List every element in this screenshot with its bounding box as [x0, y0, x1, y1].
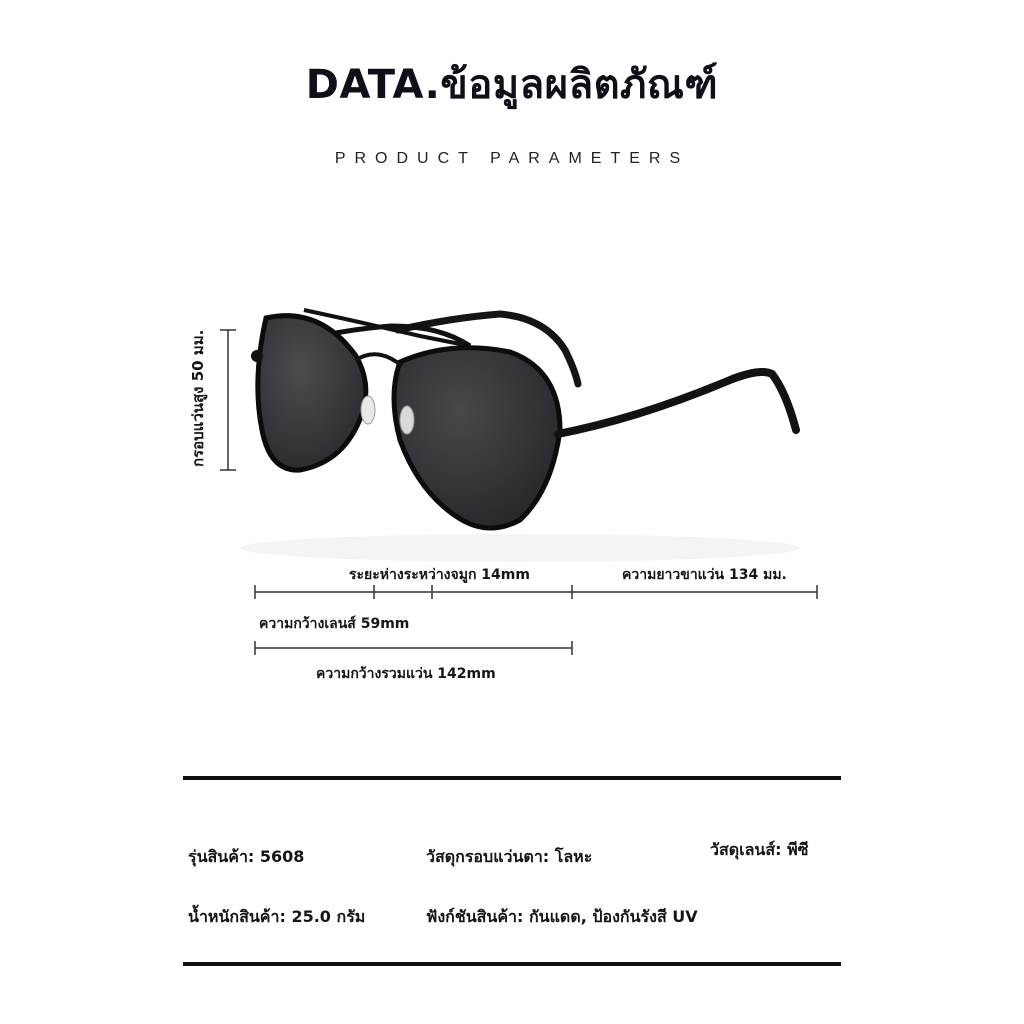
- spec-weight: น้ำหนักสินค้า: 25.0 กรัม: [188, 907, 366, 926]
- lens-width-label: ความกว้างเลนส์ 59mm: [259, 616, 410, 632]
- frame-height-label: กรอบแว่นสูง 50 มม.: [189, 329, 207, 467]
- spec-lens-material: วัสดุเลนส์: พีซี: [710, 840, 809, 859]
- spec-model: รุ่นสินค้า: 5608: [188, 847, 305, 866]
- temple-length-label: ความยาวขาแว่น 134 มม.: [622, 567, 787, 583]
- spec-function: ฟังก์ชันสินค้า: กันแดด, ป้องกันรังสี UV: [426, 907, 698, 926]
- bottom-rule: [183, 962, 841, 966]
- top-rule: [183, 776, 841, 780]
- total-width-label: ความกว้างรวมแว่น 142mm: [316, 666, 496, 682]
- page-title: DATA.ข้อมูลผลิตภัณฑ์: [305, 62, 719, 108]
- spec-frame-material: วัสดุกรอบแว่นตา: โลหะ: [426, 847, 593, 866]
- page-subtitle: PRODUCT PARAMETERS: [334, 150, 690, 167]
- nose-distance-label: ระยะห่างระหว่างจมูก 14mm: [349, 567, 530, 583]
